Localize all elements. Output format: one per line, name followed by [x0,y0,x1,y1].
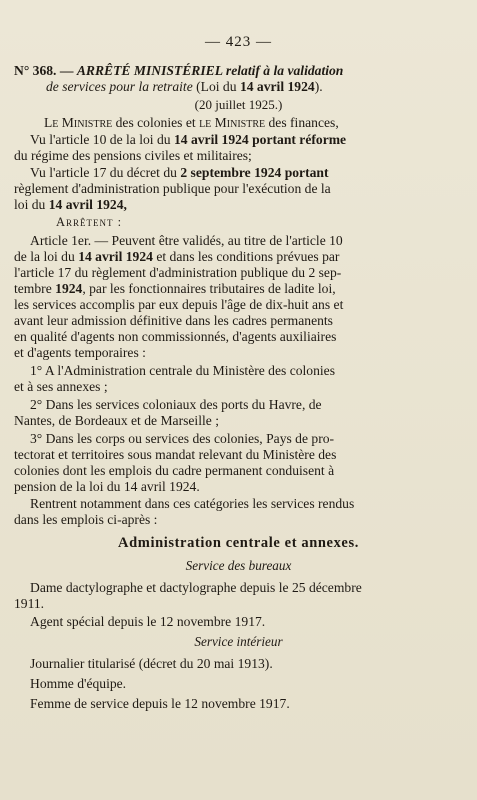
a1-tembre: tembre [14,281,56,296]
vu2-line-3 [14,196,477,213]
article1-line-7: en qualité d'agents non commissionnés, d'agents auxiliaires [14,329,337,344]
a1-rest: et dans les conditions prévues par [152,249,340,264]
article1-line-6: avant leur admission définitive dans les cadres permanents [14,313,333,328]
dame-line-1: Dame dactylographe et dactylographe depuis le 25 décembre [30,580,362,595]
minister-2: le Ministre [199,115,266,130]
vu1-text: Vu l'article 10 de la loi du [30,132,174,147]
article1-line-1: Article 1er. — Peuvent être validés, au titre de l'article 10 [30,233,343,248]
minister-mid: des colonies et [112,115,200,130]
decree-number: N° 368. — [14,63,74,78]
item3-line-4: pension de la loi du 14 avril 1924. [14,479,200,494]
item2-line-2: Nantes, de Bordeaux et de Marseille ; [14,413,219,428]
vu2-line-1 [30,164,477,181]
item2-line-1: 2° Dans les services coloniaux des ports du Havre, de [30,397,322,412]
vu2-text: Vu l'article 17 du décret du [30,165,181,180]
page-number: — 423 — [205,34,272,50]
article1-line-4 [14,280,477,297]
femme-line: Femme de service depuis le 12 novembre 1917. [30,696,290,711]
heading-loi: (Loi du [192,79,240,94]
section-title: Administration centrale et annexes. [118,535,359,551]
rentrent-line-1: Rentrent notamment dans ces catégories les services rendus [30,496,355,511]
decree-date: (20 juillet 1925.) [194,97,283,112]
a1-year: 1924 [55,281,83,296]
article1-line-3: l'article 17 du règlement d'administration publique du 2 sep- [14,265,342,280]
item1-line-1: 1° A l'Administration centrale du Ministère des colonies [30,363,336,378]
minister-end: des finances, [265,115,339,130]
vu1-bold: 14 avril 1924 portant réforme [173,132,347,147]
service-bureaux-heading: Service des bureaux [185,558,292,573]
decree-title: ARRÊTÉ MINISTÉRIEL relatif à la validation [76,63,344,78]
agent-line: Agent spécial depuis le 12 novembre 1917. [30,614,266,629]
arretent-heading: Arrêtent : [56,215,123,229]
a1-date: 14 avril 1924 [78,249,153,264]
item3-line-2: tectorat et territoires sous mandat relevant du Ministère des [14,447,337,462]
heading-italic: de services pour la retraite [46,79,193,94]
item3-line-1: 3° Dans les corps ou services des colonies, Pays de pro- [30,431,335,446]
heading-line-2 [46,78,477,95]
dame-line-2: 1911. [14,596,45,611]
item3-line-3: colonies dont les emplois du cadre permanent conduisent à [14,463,335,478]
vu1-line-2: du régime des pensions civiles et militaires; [14,148,252,163]
article1-line-8: et d'agents temporaires : [14,345,146,360]
heading-end: ). [314,79,323,94]
service-interieur-heading: Service intérieur [194,634,283,649]
article1-line-2 [14,248,477,265]
heading-line-1 [14,62,477,79]
item1-line-2: et à ses annexes ; [14,379,108,394]
vu2-line-2: règlement d'administration publique pour l'exécution de la [14,181,331,196]
vu2-loi: loi du [14,197,49,212]
vu2-date: 14 avril 1924, [48,197,127,212]
journalier-line: Journalier titularisé (décret du 20 mai 1913). [30,656,273,671]
homme-line: Homme d'équipe. [30,676,127,691]
a1-rest2: , par les fonctionnaires tributaires de ladite loi, [82,281,336,296]
vu1-line-1 [30,131,477,148]
heading-date: 14 avril 1924 [239,79,315,94]
minister-line [44,114,477,131]
rentrent-line-2: dans les emplois ci-après : [14,512,158,527]
vu2-bold: 2 septembre 1924 portant [180,165,329,180]
minister-1: Le Ministre [44,115,113,130]
a1-text: de la loi du [14,249,79,264]
article1-line-5: les services accomplis par eux depuis l'âge de dix-huit ans et [14,297,344,312]
